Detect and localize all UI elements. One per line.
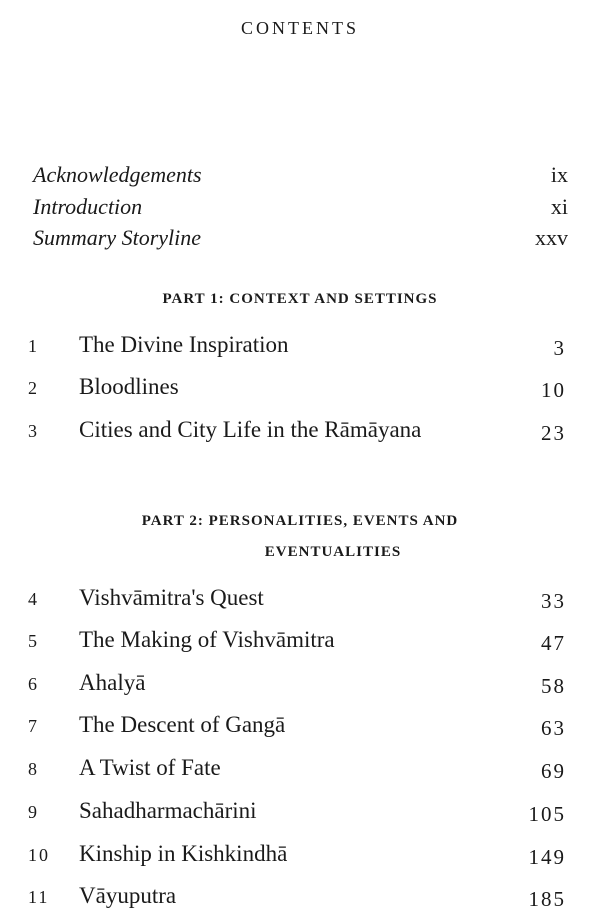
chapter-title: Vishvāmitra's Quest bbox=[79, 585, 264, 610]
chapter-title: Sahadharmachārini bbox=[79, 798, 257, 823]
chapter-title: Ahalyā bbox=[79, 670, 146, 695]
chapter-number: 11 bbox=[28, 887, 50, 907]
chapter-entry[interactable] bbox=[28, 374, 566, 410]
chapter-entry[interactable] bbox=[28, 841, 566, 877]
page-number: 149 bbox=[528, 845, 566, 869]
entry-title: Introduction bbox=[33, 194, 143, 219]
page-number: 33 bbox=[541, 589, 566, 613]
chapter-entry[interactable] bbox=[28, 755, 566, 791]
chapter-title: Kinship in Kishkindhā bbox=[79, 841, 288, 866]
page-number: 23 bbox=[541, 421, 566, 445]
front-matter-entry[interactable] bbox=[33, 225, 568, 257]
chapter-number: 3 bbox=[28, 421, 39, 441]
chapter-number: 10 bbox=[28, 845, 50, 865]
chapter-number: 1 bbox=[28, 336, 39, 356]
page-number: 63 bbox=[541, 716, 566, 740]
chapter-number: 6 bbox=[28, 674, 39, 694]
chapter-entry[interactable] bbox=[28, 627, 566, 663]
chapter-number: 4 bbox=[28, 589, 39, 609]
chapter-entry[interactable] bbox=[28, 883, 566, 919]
page-number: ix bbox=[550, 162, 568, 187]
page-number: xxv bbox=[535, 225, 568, 250]
chapter-title: The Divine Inspiration bbox=[79, 332, 289, 357]
chapter-title: Vāyuputra bbox=[79, 883, 177, 908]
entry-title: Summary Storyline bbox=[33, 225, 202, 250]
chapter-entry[interactable] bbox=[28, 798, 566, 834]
chapter-title: Cities and City Life in the Rāmāyana bbox=[79, 417, 422, 442]
entry-title: Acknowledgements bbox=[33, 162, 202, 187]
page-number: 3 bbox=[553, 336, 566, 360]
chapter-number: 7 bbox=[28, 716, 39, 736]
chapter-number: 9 bbox=[28, 802, 39, 822]
front-matter-entry[interactable] bbox=[33, 162, 568, 194]
page-number: 10 bbox=[541, 378, 566, 402]
chapter-entry[interactable] bbox=[28, 712, 566, 748]
front-matter-entry[interactable] bbox=[33, 194, 568, 226]
chapter-number: 5 bbox=[28, 631, 39, 651]
chapter-title: A Twist of Fate bbox=[79, 755, 221, 780]
chapter-number: 8 bbox=[28, 759, 39, 779]
contents-title: CONTENTS bbox=[241, 18, 359, 38]
chapter-entry[interactable] bbox=[28, 332, 566, 368]
chapter-entry[interactable] bbox=[28, 670, 566, 706]
page-number: xi bbox=[550, 194, 568, 219]
chapter-number: 2 bbox=[28, 378, 39, 398]
chapter-entry[interactable] bbox=[28, 585, 566, 621]
chapter-entry[interactable] bbox=[28, 417, 566, 453]
page-number: 47 bbox=[541, 631, 566, 655]
part-heading-continued: EVENTUALITIES bbox=[264, 544, 402, 560]
chapter-title: The Making of Vishvāmitra bbox=[79, 627, 335, 652]
part-heading: PART 1: CONTEXT AND SETTINGS bbox=[162, 291, 438, 307]
chapter-title: Bloodlines bbox=[79, 374, 179, 399]
part-heading: PART 2: PERSONALITIES, EVENTS AND bbox=[141, 513, 459, 529]
page-number: 185 bbox=[528, 887, 566, 911]
page-number: 58 bbox=[541, 674, 566, 698]
chapter-title: The Descent of Gangā bbox=[79, 712, 286, 737]
page-number: 105 bbox=[528, 802, 566, 826]
page-number: 69 bbox=[541, 759, 566, 783]
